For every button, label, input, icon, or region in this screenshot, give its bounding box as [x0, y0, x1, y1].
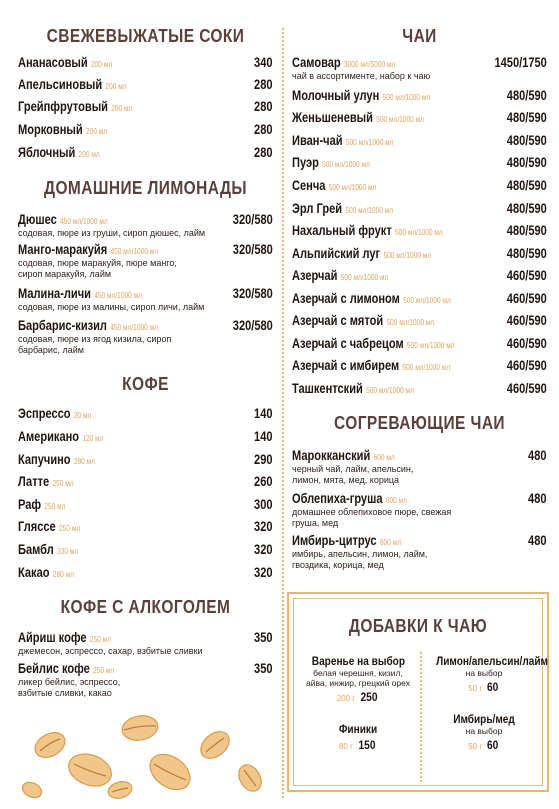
menu-item: Самовар 3000 мл/5000 мл 1450/1750 чай в ассортименте, набор к чаю: [292, 55, 547, 81]
right-column: [292, 0, 547, 590]
menu-item: Марокканский 600 мл 480 черный чай, лайм, апельсин, лимон, мята, мед, корица: [292, 448, 547, 485]
menu-item: Какао 280 мл 320: [18, 565, 273, 580]
menu-item: Облепиха-груша 600 мл 480 домашнее облепиховое пюре, свежая груша, мед: [292, 491, 547, 528]
coffee-title: КОФЕ: [122, 374, 169, 394]
left-column: [18, 0, 273, 809]
warm-teas-title: СОГРЕВАЮЩИЕ ЧАИ: [334, 413, 505, 433]
menu-item: Ананасовый 200 мл 340: [18, 55, 273, 70]
menu-item: Азерчай с чабрецом 500 мл/1000 мл 460/590: [292, 336, 547, 351]
lemonades-title: ДОМАШНИЕ ЛИМОНАДЫ: [44, 178, 247, 198]
menu-item: Азерчай с мятой 500 мл/1000 мл 460/590: [292, 313, 547, 328]
extra-item: Лимон/апельсин/лайм на выбор 50 г 60: [436, 654, 549, 694]
menu-item: Раф 250 мл 300: [18, 497, 273, 512]
menu-item: Морковный 200 мл 280: [18, 122, 273, 137]
menu-item: Ташкентский 500 мл/1000 мл 460/590: [292, 381, 547, 396]
menu-item: Апельсиновый 200 мл 280: [18, 77, 273, 92]
menu-item: Азерчай с лимоном 500 мл/1000 мл 460/590: [292, 291, 547, 306]
menu-item: Яблочный 200 мл 280: [18, 145, 273, 160]
juices-title: СВЕЖЕВЫЖАТЫЕ СОКИ: [46, 26, 245, 46]
menu-item: Грейпфрутовый 200 мл 280: [18, 99, 273, 114]
menu-item: Дюшес 450 мл/1000 мл 320/580 содовая, пюре из груши, сироп дюшес, лайм: [18, 212, 273, 238]
menu-item: Имбирь-цитрус 600 мл 480 имбирь, апельсин, лимон, лайм, гвоздика, корица, мед: [292, 533, 547, 570]
column-divider: [282, 28, 284, 798]
menu-item: Иван-чай 500 мл/1000 мл 480/590: [292, 133, 547, 148]
extra-item: Имбирь/мед на выбор 50 г 60: [453, 712, 515, 752]
teas-title: ЧАИ: [402, 26, 437, 46]
alco-coffee-title: КОФЕ С АЛКОГОЛЕМ: [60, 597, 231, 617]
extras-divider: [420, 652, 422, 782]
menu-item: Женьшеневый 500 мл/1000 мл 480/590: [292, 110, 547, 125]
menu-item: Азерчай 500 мл/1000 мл 460/590: [292, 268, 547, 283]
menu-item: Айриш кофе 250 мл 350 джемесон, эспрессо, сахар, взбитые сливки: [18, 630, 273, 656]
coffee-beans-illustration: [20, 700, 280, 805]
extras-title: ДОБАВКИ К ЧАЮ: [348, 616, 488, 636]
extra-item: Варенье на выбор белая черешня, кизил, айва, инжир, грецкий орех 200 г 250: [306, 654, 410, 704]
extra-item: Финики 80 г 150: [338, 722, 378, 752]
menu-item: Барбарис-кизил 450 мл/1000 мл 320/580 содовая, пюре из ягод кизила, сироп барбарис, лайм: [18, 318, 273, 355]
menu-item: Малина-личи 450 мл/1000 мл 320/580 содовая, пюре из малины, сироп личи, лайм: [18, 286, 273, 312]
menu-item: Гляссе 250 мл 320: [18, 519, 273, 534]
menu-item: Бамбл 330 мл 320: [18, 542, 273, 557]
menu-item: Сенча 500 мл/1000 мл 480/590: [292, 178, 547, 193]
menu-item: Альпийский луг 500 мл/1000 мл 480/590: [292, 246, 547, 261]
menu-item: Эспрессо 20 мл 140: [18, 406, 273, 421]
menu-item: Пуэр 500 мл/1000 мл 480/590: [292, 155, 547, 170]
menu-item: Нахальный фрукт 500 мл/1000 мл 480/590: [292, 223, 547, 238]
menu-item: Манго-маракуйя 450 мл/1000 мл 320/580 содовая, пюре маракуйя, пюре манго, сироп маракуйя, лайм: [18, 242, 273, 279]
menu-item: Латте 250 мл 260: [18, 474, 273, 489]
menu-item: Бейлис кофе 250 мл 350 ликер бейлис, эспрессо, взбитые сливки, какао: [18, 661, 273, 698]
menu-item: Молочный улун 500 мл/1000 мл 480/590: [292, 88, 547, 103]
menu-item: Американо 120 мл 140: [18, 429, 273, 444]
menu-item: Эрл Грей 500 мл/1000 мл 480/590: [292, 201, 547, 216]
menu-item: Азерчай с имбирем 500 мл/1000 мл 460/590: [292, 358, 547, 373]
menu-item: Капучино 280 мл 290: [18, 452, 273, 467]
extras-box: [287, 592, 549, 792]
